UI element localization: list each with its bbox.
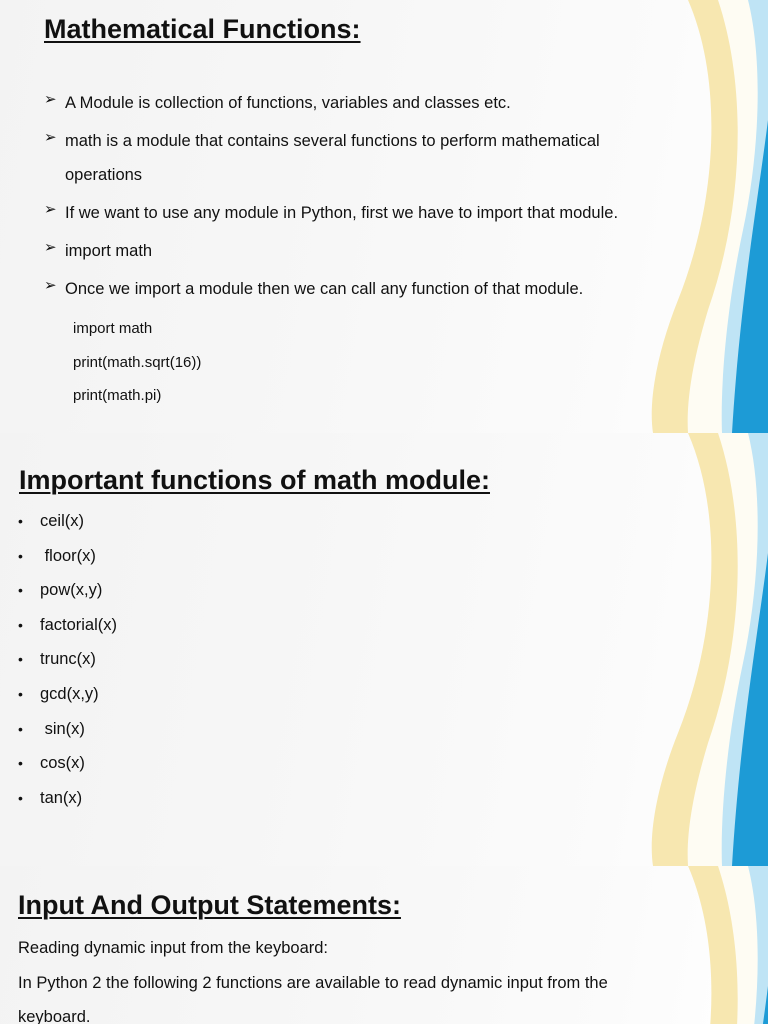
list-item [44,86,674,120]
dot-icon: • [18,685,23,702]
list-item-text: math is a module that contains several functions to perform mathematical operations [65,132,600,184]
slide-title: Input And Output Statements: [18,890,401,920]
slide-mathematical-functions [0,0,768,433]
list-item [18,608,117,643]
list-item-text: If we want to use any module in Python, first we have to import that module. [65,204,619,222]
list-item [18,781,117,816]
arrowhead-icon: ➢ [44,91,57,108]
list-item [18,746,117,781]
list-item [18,642,117,677]
dot-icon: • [18,789,23,806]
code-line: import math [73,320,153,337]
list-item [44,196,674,230]
list-item-text: A Module is collection of functions, variables and classes etc. [65,94,511,112]
list-item [18,573,117,608]
wave-decoration [648,433,768,866]
list-item-text: cos(x) [40,754,85,773]
list-item-text: sin(x) [40,719,85,738]
list-item-text: import math [65,242,153,260]
arrowhead-icon: ➢ [44,239,57,256]
slide-title: Mathematical Functions: [44,14,361,44]
list-item [44,234,674,268]
paragraph: Reading dynamic input from the keyboard: [18,939,329,957]
list-item-text: pow(x,y) [40,581,103,600]
function-list [18,504,117,815]
list-item [18,539,117,574]
dot-icon: • [18,720,23,737]
dot-icon: • [18,582,23,599]
dot-icon: • [18,616,23,633]
list-item-text: trunc(x) [40,650,96,669]
code-line: print(math.pi) [73,387,162,404]
list-item-text: floor(x) [40,546,96,565]
slide-important-functions [0,433,768,866]
list-item-text: Once we import a module then we can call any function of that module. [65,280,584,298]
code-example [73,312,201,413]
arrowhead-icon: ➢ [44,129,57,146]
list-item-text: ceil(x) [40,512,84,530]
paragraph: In Python 2 the following 2 functions are available to read dynamic input from the keyboard. [18,974,608,1024]
list-item [44,272,674,306]
arrowhead-icon: ➢ [44,277,57,294]
list-item-text: gcd(x,y) [40,684,99,703]
arrowhead-icon: ➢ [44,201,57,218]
list-item-text: tan(x) [40,788,83,807]
dot-icon: • [18,651,23,668]
list-item [44,124,674,192]
code-line: print(math.sqrt(16)) [73,353,202,371]
slide-title: Important functions of math module: [19,465,490,495]
list-item [18,677,117,712]
dot-icon: • [18,547,23,564]
list-item-text: factorial(x) [40,615,118,634]
list-item [18,712,117,747]
dot-icon: • [18,755,23,772]
bullet-list [44,86,674,310]
list-item [18,504,117,539]
dot-icon: • [18,513,23,529]
slide-input-output [0,866,768,1024]
